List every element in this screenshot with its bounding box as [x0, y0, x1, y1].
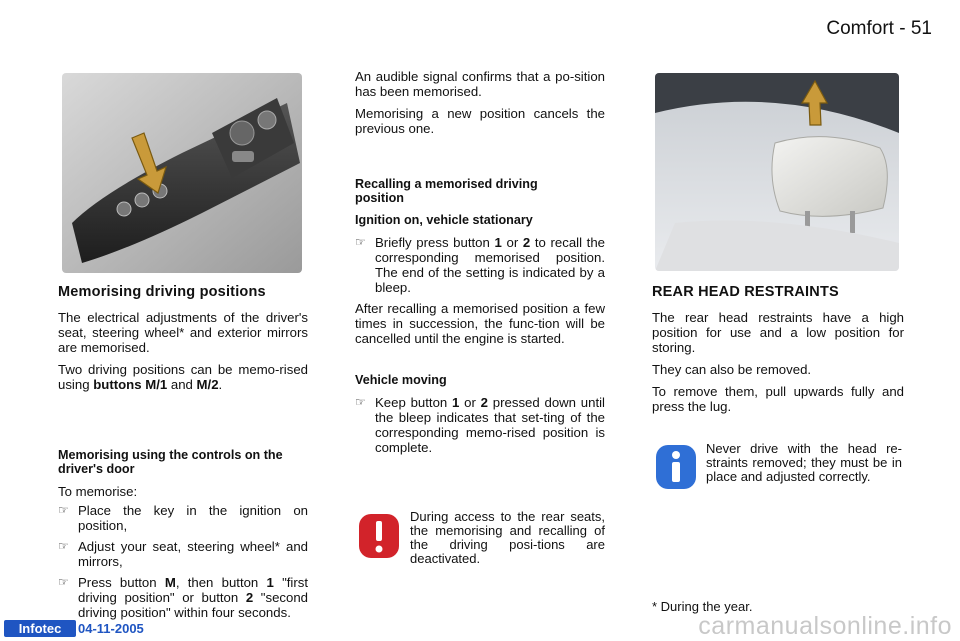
- left-column: [58, 285, 308, 399]
- header-separator: -: [893, 18, 911, 39]
- info-icon: [655, 444, 697, 490]
- info-text: Never drive with the head re-straints removed; they must be in place and adjusted correctly.: [706, 441, 902, 484]
- memorising-intro: The electrical adjustments of the driver's seat, steering wheel* and exterior mirrors are memorised.: [58, 310, 308, 355]
- ignition-title: Ignition on, vehicle stationary: [355, 213, 533, 227]
- exclamation-warning-icon: [357, 512, 401, 560]
- footer-date: 04-11-2005: [78, 621, 144, 636]
- memorising-buttons-text: Two driving positions can be memo-rised using buttons M/1 and M/2.: [58, 362, 308, 392]
- memorising-title: Memorising driving positions: [58, 284, 266, 300]
- recall-title: Recalling a memorised driving position: [355, 177, 538, 205]
- audible-signal-text: An audible signal confirms that a po-sition has been memorised.: [355, 69, 605, 99]
- head-restraints-removed: They can also be removed.: [652, 362, 812, 377]
- list-item: ☞ Adjust your seat, steering wheel* and mirrors,: [58, 539, 308, 569]
- warning-text: During access to the rear seats, the memorising and recalling of the driving posi-tions are deactivated.: [410, 509, 605, 566]
- list-item: ☞ Press button M, then button 1 "first driving position" or button 2 "second driving position" within four seconds.: [58, 575, 309, 620]
- watermark: carmanualsonline.info: [698, 612, 952, 640]
- controls-section: [58, 448, 308, 626]
- door-controls-photo: [62, 73, 302, 273]
- head-restraint-photo: [655, 73, 899, 271]
- page-number: 51: [910, 18, 932, 39]
- recall-section: [355, 177, 605, 353]
- recall-cancel-text: After recalling a memorised position a few times in succession, the func-tion will be cancelled until the engine is started.: [355, 301, 605, 346]
- middle-column-top: [355, 69, 605, 143]
- pointing-hand-icon: ☞: [58, 503, 69, 517]
- moving-section: [355, 373, 605, 461]
- pointing-hand-icon: ☞: [355, 395, 366, 409]
- head-restraints-positions: The rear head restraints have a high position for use and a low position for storing.: [652, 310, 904, 355]
- to-memorise-label: To memorise:: [58, 484, 138, 499]
- controls-title: Memorising using the controls on the driver's door: [58, 448, 283, 476]
- list-item: ☞ Place the key in the ignition on position,: [58, 503, 308, 533]
- section-title: Comfort: [826, 18, 894, 39]
- moving-title: Vehicle moving: [355, 373, 447, 387]
- head-restraints-title: REAR HEAD RESTRAINTS: [652, 284, 839, 300]
- pointing-hand-icon: ☞: [58, 539, 69, 553]
- head-restraints-remove-how: To remove them, pull upwards fully and press the lug.: [652, 384, 904, 414]
- pointing-hand-icon: ☞: [355, 235, 366, 249]
- footnote: * During the year.: [652, 599, 753, 614]
- infotec-badge: Infotec: [4, 620, 76, 637]
- list-item: ☞ Keep button 1 or 2 pressed down until the bleep indicates that set-ting of the corresponding memo-rised position is complete.: [355, 395, 605, 455]
- pointing-hand-icon: ☞: [58, 575, 69, 589]
- new-position-text: Memorising a new position cancels the previous one.: [355, 106, 605, 136]
- page-header: [826, 18, 932, 40]
- right-column: [652, 285, 904, 421]
- list-item: ☞ Briefly press button 1 or 2 to recall the corresponding memorised position. The end of the setting is indicated by a bleep.: [355, 235, 606, 295]
